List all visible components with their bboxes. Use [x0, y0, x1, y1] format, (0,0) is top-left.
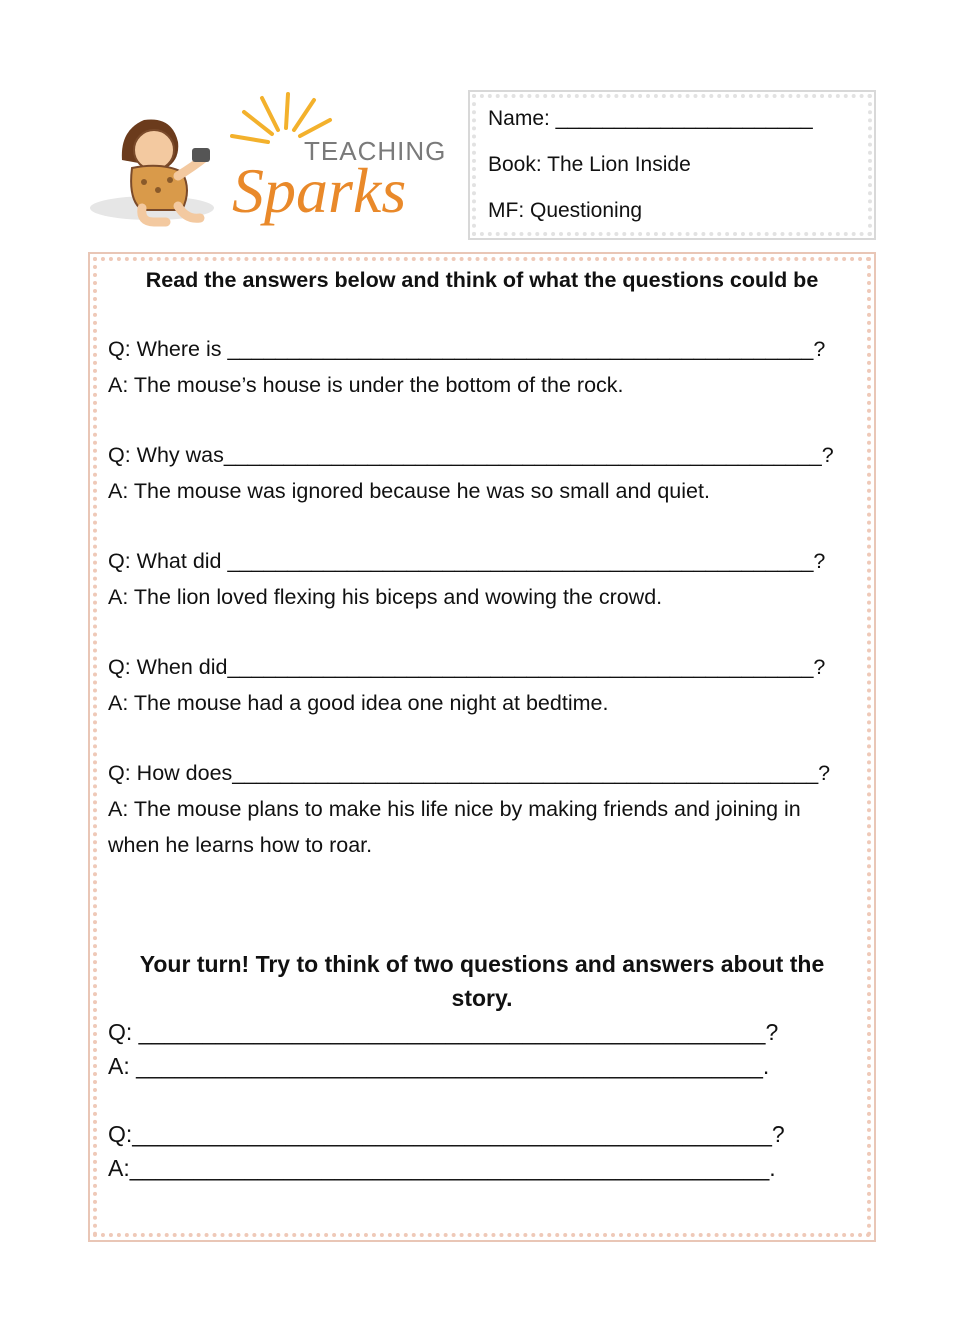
- mf-label: MF: Questioning: [488, 199, 643, 222]
- question-line[interactable]: Q: Where is _________________________________________________?: [108, 337, 826, 361]
- student-info-box: [468, 90, 876, 240]
- answer-text: A: The lion loved flexing his biceps and wowing the crowd.: [108, 585, 663, 609]
- answer-text: A: The mouse was ignored because he was so small and quiet.: [108, 479, 710, 503]
- practice-answer-line[interactable]: A: _________________________________________________.: [108, 1053, 770, 1079]
- question-line[interactable]: Q: How does_________________________________________________?: [108, 761, 831, 785]
- qa-item: [108, 437, 856, 509]
- answer-text: A: The mouse plans to make his life nice by making friends and joining in when he learns how to roar.: [108, 797, 801, 857]
- practice-answer-line[interactable]: A:__________________________________________________.: [108, 1155, 776, 1181]
- question-line[interactable]: Q: When did_________________________________________________?: [108, 655, 826, 679]
- worksheet-panel: [88, 252, 876, 1242]
- binoculars-icon: [192, 148, 210, 162]
- qa-item: [108, 649, 856, 721]
- question-line[interactable]: Q: Why was__________________________________________________?: [108, 443, 834, 467]
- practice-question-line[interactable]: Q:__________________________________________________?: [108, 1121, 785, 1147]
- book-title: Book: The Lion Inside: [488, 153, 691, 176]
- practice-block: [108, 1015, 856, 1185]
- instruction-heading: Read the answers below and think of what the questions could be: [145, 268, 819, 292]
- name-field[interactable]: Name: ______________________: [488, 107, 813, 130]
- practice-question-line[interactable]: Q: _________________________________________________?: [108, 1019, 779, 1045]
- question-line[interactable]: Q: What did _________________________________________________?: [108, 549, 826, 573]
- sun-rays-icon: [232, 94, 330, 142]
- qa-item: [108, 755, 856, 863]
- your-turn-heading: Your turn! Try to think of two questions and answers about the story.: [139, 951, 825, 1011]
- logo-sparks-word: Sparks: [232, 155, 407, 226]
- answer-text: A: The mouse’s house is under the bottom of the rock.: [108, 373, 624, 397]
- qa-item: [108, 331, 856, 403]
- logo-graphic: [82, 90, 452, 240]
- answer-text: A: The mouse had a good idea one night at bedtime.: [108, 691, 609, 715]
- logo-teaching-word: TEACHING: [304, 136, 447, 166]
- teaching-sparks-logo: [82, 90, 452, 240]
- qa-item: [108, 543, 856, 615]
